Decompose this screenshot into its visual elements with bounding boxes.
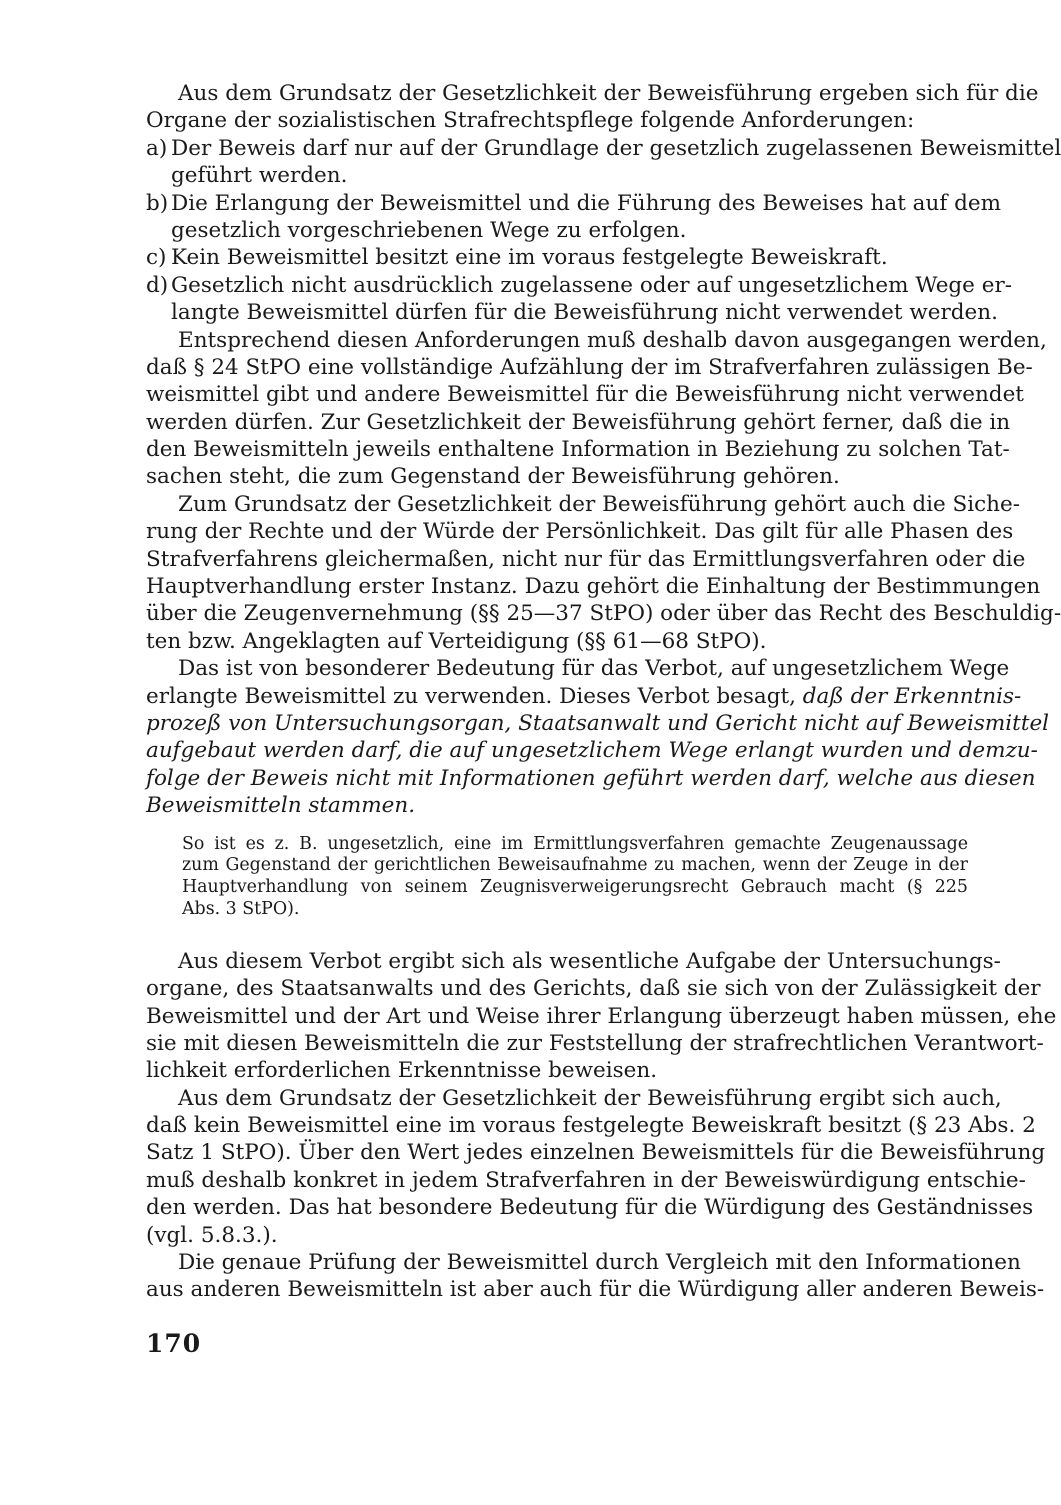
text-line xyxy=(146,683,1022,710)
text-line: muß deshalb konkret in jedem Strafverfahren in der Beweiswürdigung entschie- xyxy=(146,1167,1026,1193)
text-line: Aus dem Grundsatz der Gesetzlichkeit der Beweisführung ergeben sich für die xyxy=(178,81,1039,106)
list-item xyxy=(146,135,1061,190)
text-line: weismittel gibt und andere Beweismittel für die Beweisführung nicht verwendet xyxy=(146,382,1024,408)
text-line: Die genaue Prüfung der Beweismittel durch Vergleich mit den Informationen xyxy=(178,1250,1021,1276)
text-line: (vgl. 5.8.3.). xyxy=(146,1222,278,1248)
text-line: geführt werden. xyxy=(171,163,348,189)
list-item xyxy=(146,190,1002,245)
small-print-note xyxy=(182,834,968,921)
paragraph-task xyxy=(146,948,1057,1085)
text-line: zum Gegenstand der gerichtlichen Beweisaufnahme zu machen, wenn der Zeuge in der xyxy=(182,855,968,876)
text-line: Hauptverhandlung erster Instanz. Dazu gehört die Einhaltung der Bestimmungen xyxy=(146,574,1041,600)
text-line: prozeß von Untersuchungsorgan, Staatsanwalt und Gericht nicht auf Beweismittel xyxy=(146,710,1050,736)
paragraph-evidence-value xyxy=(146,1085,1046,1249)
text-line: Satz 1 StPO). Über den Wert jedes einzelnen Beweismittels für die Beweisführung xyxy=(146,1140,1046,1166)
paragraph-intro xyxy=(146,80,1039,135)
list-marker: c) xyxy=(146,245,167,271)
list-marker: d) xyxy=(146,272,169,298)
text-line: sie mit diesen Beweismitteln die zur Feststellung der strafrechtlichen Verantwort- xyxy=(146,1030,1044,1056)
page-number: 170 xyxy=(146,1329,202,1358)
text-line: rung der Rechte und der Würde der Persönlichkeit. Das gilt für alle Phasen des xyxy=(146,519,1014,545)
text-line: Strafverfahrens gleichermaßen, nicht nur für das Ermittlungsverfahren oder die xyxy=(146,546,1026,572)
list-item-text: Kein Beweismittel besitzt eine im voraus festgelegte Beweiskraft. xyxy=(171,245,888,271)
list-marker: b) xyxy=(146,190,169,216)
text-line xyxy=(146,244,968,271)
paragraph-requirements xyxy=(146,327,1047,491)
text-line: Organe der sozialistischen Strafrechtspflege folgende Anforderungen: xyxy=(146,108,915,134)
text-line: sachen steht, die zum Gegenstand der Beweisführung gehören. xyxy=(146,464,840,490)
text-line xyxy=(146,190,1002,217)
text-line xyxy=(146,272,1013,299)
list-item-text: Der Beweis darf nur auf der Grundlage der gesetzlich zugelassenen Beweismittel xyxy=(171,135,1061,161)
text-line: lichkeit erforderlichen Erkenntnisse beweisen. xyxy=(146,1058,658,1084)
list-item-text: Gesetzlich nicht ausdrücklich zugelassene oder auf ungesetzlichem Wege er- xyxy=(171,272,1013,298)
text-line: Hauptverhandlung von seinem Zeugnisverweigerungsrecht Gebrauch macht (§ 225 xyxy=(182,877,968,898)
text-line: ten bzw. Angeklagten auf Verteidigung (§§ 61—68 StPO). xyxy=(146,628,767,654)
text-line: aus anderen Beweismitteln ist aber auch für die Würdigung aller anderen Beweis- xyxy=(146,1277,1045,1303)
requirements-list xyxy=(146,135,1061,327)
text-line: über die Zeugenvernehmung (§§ 25—37 StPO) oder über das Recht des Beschuldig- xyxy=(146,601,1061,627)
italic-text: daß der Erkenntnis- xyxy=(802,683,1022,709)
text-line: Beweismittel und der Art und Weise ihrer Erlangung überzeugt haben müssen, ehe xyxy=(146,1003,1057,1029)
text-line: So ist es z. B. ungesetzlich, eine im Ermittlungsverfahren gemachte Zeugenaussage xyxy=(182,833,968,854)
list-item-text: Die Erlangung der Beweismittel und die Führung des Beweises hat auf dem xyxy=(171,190,1002,216)
text-line: Das ist von besonderer Bedeutung für das Verbot, auf ungesetzlichem Wege xyxy=(178,656,1010,682)
text-line: Entsprechend diesen Anforderungen muß deshalb davon ausgegangen werden, xyxy=(178,327,1047,353)
text-line: organe, des Staatsanwalts und des Gerichts, daß sie sich von der Zulässigkeit der xyxy=(146,976,1041,1002)
text-line: gesetzlich vorgeschriebenen Wege zu erfolgen. xyxy=(171,217,687,243)
text-line: Aus dem Grundsatz der Gesetzlichkeit der Beweisführung ergibt sich auch, xyxy=(178,1085,1002,1111)
list-marker: a) xyxy=(146,135,168,161)
paragraph-prohibition xyxy=(146,655,1050,819)
list-item xyxy=(146,244,968,271)
text-line: Aus diesem Verbot ergibt sich als wesentliche Aufgabe der Untersuchungs- xyxy=(178,948,1001,974)
paragraph-examination xyxy=(146,1249,1045,1304)
text-line: folge der Beweis nicht mit Informationen geführt werden darf, welche aus diesen xyxy=(146,765,1036,791)
text-line: langte Beweismittel dürfen für die Beweisführung nicht verwendet werden. xyxy=(171,300,998,326)
paragraph-rights xyxy=(146,491,1061,655)
text-line xyxy=(146,135,1061,162)
text-line: daß § 24 StPO eine vollständige Aufzählung der im Strafverfahren zulässigen Be- xyxy=(146,354,1033,380)
text-line: den Beweismitteln jeweils enthaltene Information in Beziehung zu solchen Tat- xyxy=(146,437,1010,463)
text-line: den werden. Das hat besondere Bedeutung für die Würdigung des Geständnisses xyxy=(146,1195,1034,1221)
text-line: aufgebaut werden darf, die auf ungesetzlichem Wege erlangt wurden und demzu- xyxy=(146,738,1038,764)
plain-text: erlangte Beweismittel zu verwenden. Dieses Verbot besagt, xyxy=(146,683,796,709)
page-body xyxy=(146,80,1061,1304)
text-line: daß kein Beweismittel eine im voraus festgelegte Beweiskraft besitzt (§ 23 Abs. 2 xyxy=(146,1113,1036,1139)
text-line: Beweismitteln stammen. xyxy=(146,793,416,819)
text-line: Abs. 3 StPO). xyxy=(182,898,300,919)
list-item xyxy=(146,272,1013,327)
text-line: Zum Grundsatz der Gesetzlichkeit der Beweisführung gehört auch die Siche- xyxy=(178,491,1021,517)
text-line: werden dürfen. Zur Gesetzlichkeit der Beweisführung gehört ferner, daß die in xyxy=(146,409,1011,435)
